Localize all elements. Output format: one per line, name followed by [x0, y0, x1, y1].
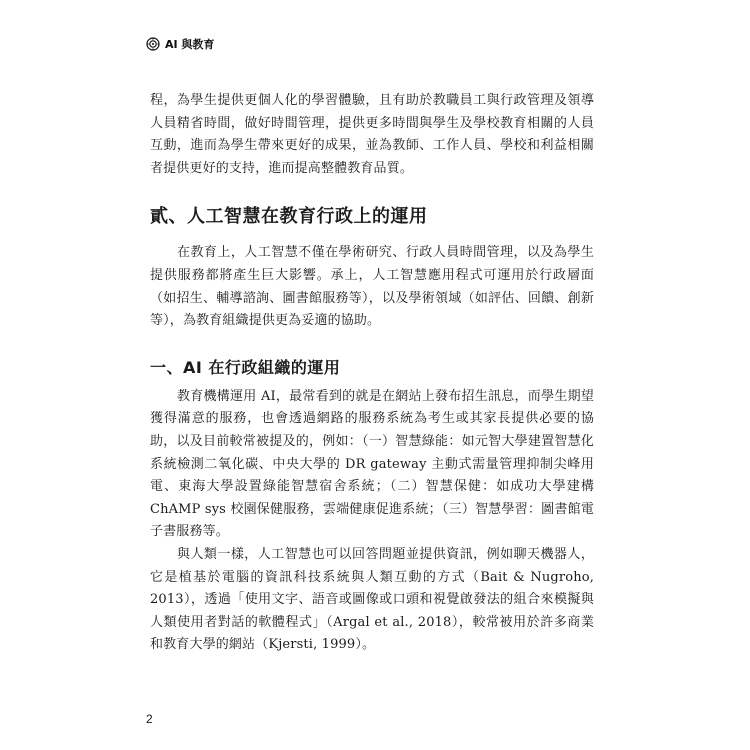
running-header [146, 36, 214, 52]
subsection-heading: 一、AI 在行政組織的運用 [150, 357, 341, 377]
header-title: AI 與教育 [165, 38, 215, 51]
section-heading: 貳、人工智慧在教育行政上的運用 [150, 206, 428, 228]
paragraph-continuation: 程，為學生提供更個人化的學習體驗，且有助於教職員工與行政管理及領導人員精省時間，做好時間管理，提供更多時間與學生及學校教育相關的人員互動，進而為學生帶來更好的成果，並為教師、工作人員、學校和利益相關者提供更好的支持，進而提高整體教育品質。 [150, 93, 594, 176]
paragraph-ai-institutions: 教育機構運用 AI，最常看到的就是在網站上發布招生訊息，而學生期望獲得滿意的服務，也會透過網路的服務系統為考生或其家長提供必要的協助，以及目前較常被提及的，例如：（一）智慧綠能：如元智大學建置智慧化系統檢測二氧化碳、中央大學的 DR gateway 主動式需量管理抑制尖峰用電、東海大學設置綠能智慧宿舍系統；（二）智慧保健：如成功大學建構 ChAMP sys 校園保健服務，雲端健康促進系統；（三）智慧學習：圖書館電子書服務等。 [150, 388, 594, 540]
paragraph-intro: 在教育上，人工智慧不僅在學術研究、行政人員時間管理，以及為學生提供服務都將產生巨大影響。承上，人工智慧應用程式可運用於行政層面（如招生、輔導諮詢、圖書館服務等），以及學術領域（如評估、回饋、創新等），為教育組織提供更為妥適的協助。 [150, 245, 594, 329]
paragraph-chatbot: 與人類一樣，人工智慧也可以回答問題並提供資訊，例如聊天機器人，它是植基於電腦的資訊科技系統與人類互動的方式（Bait & Nugroho, 2013），透過「使用文字、語音或圖像或口頭和視覺啟發法的組合來模擬與人類使用者對話的軟體程式」（Argal et al., 2018），較常被用於許多商業和教育大學的網站（Kjersti, 1999）。 [150, 546, 594, 653]
gear-logo-icon [146, 37, 160, 51]
page-number: 2 [146, 712, 153, 726]
page-body [150, 90, 594, 657]
